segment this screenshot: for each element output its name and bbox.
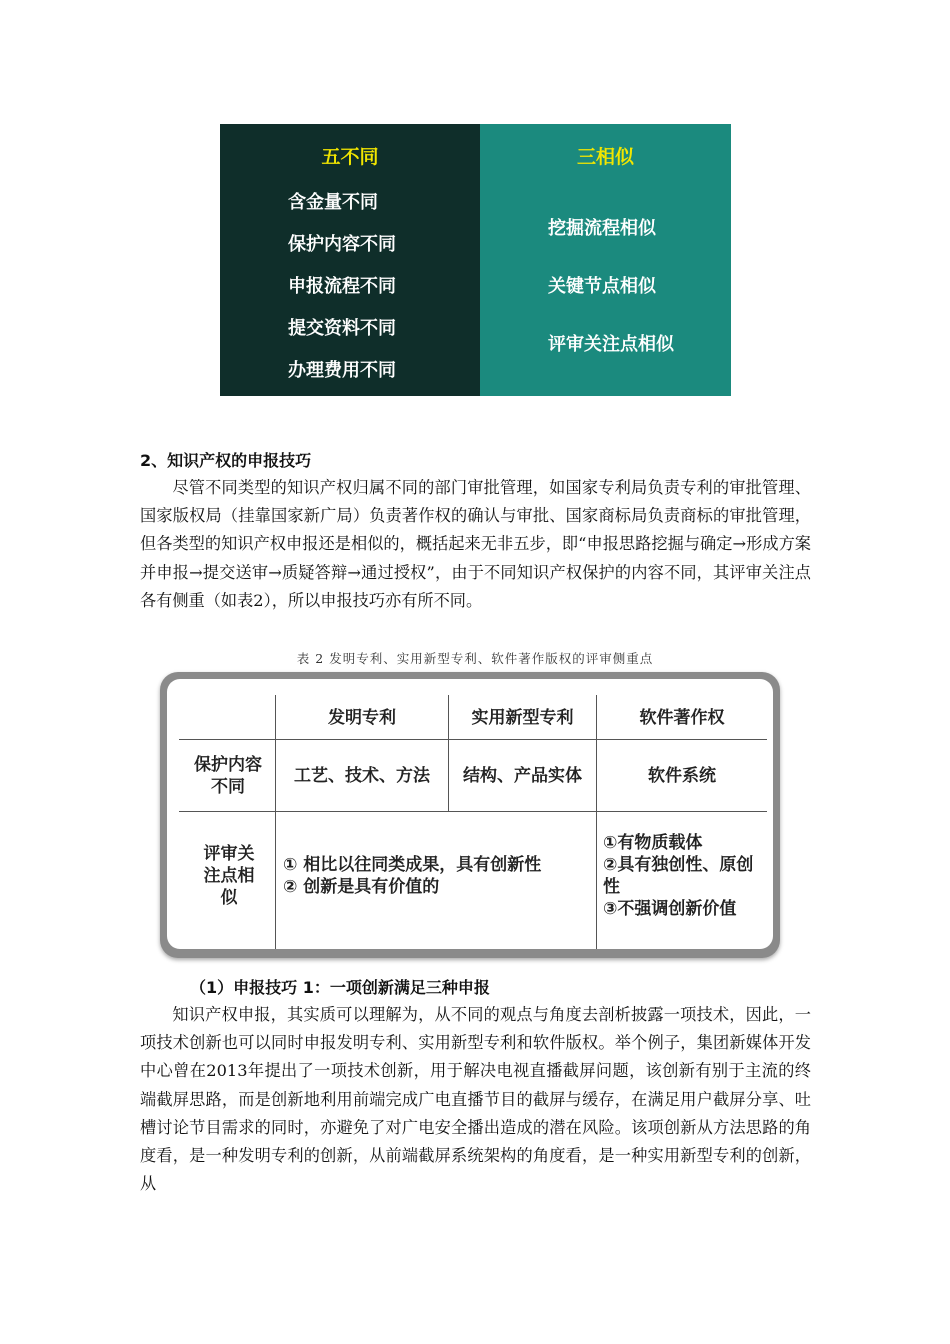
review-point: ③不强调创新价值 [603, 898, 737, 919]
header-invention-patent: 发明专利 [328, 708, 396, 728]
difference-item: 办理费用不同 [288, 360, 396, 381]
table-body [167, 679, 773, 949]
cell-utility-protection: 结构、产品实体 [463, 765, 582, 786]
subsection-heading: （1）申报技巧 1：一项创新满足三种申报 [190, 978, 490, 997]
review-point: ②具有独创性、原创性 [603, 854, 754, 897]
similarity-item: 挖掘流程相似 [548, 218, 656, 239]
review-point: ① 相比以往同类成果，具有创新性 [283, 854, 542, 875]
three-similarities-title: 三相似 [576, 146, 634, 168]
row-label-review-focus: 评审关注点相似 [203, 843, 255, 908]
comparison-banner [220, 124, 731, 396]
review-point: ② 创新是具有价值的 [283, 876, 440, 897]
difference-item: 保护内容不同 [288, 234, 396, 255]
header-software-copyright: 软件著作权 [639, 708, 725, 728]
difference-item: 含金量不同 [288, 192, 378, 213]
review-focus-table [160, 672, 780, 958]
similarity-item: 关键节点相似 [548, 276, 656, 297]
five-differences-title: 五不同 [321, 146, 379, 168]
subsection-paragraph: 知识产权申报，其实质可以理解为，从不同的观点与角度去剖析披露一项技术，因此，一项技术创新也可以同时申报发明专利、实用新型专利和软件版权。举个例子，集团新媒体开发中心曾在2013年提出了一项技术创新，用于解决电视直播截屏问题，该创新有别于主流的终端截屏思路，而是创新地利用前端完成广电直播节目的截屏与缓存，在满足用户截屏分享、吐槽讨论节目需求的同时，亦避免了对广电安全播出造成的潜在风险。该项创新从方法思路的角度看，是一种发明专利的创新，从前端截屏系统架构的角度看，是一种实用新型专利的创新，从 [140, 1005, 811, 1194]
difference-item: 提交资料不同 [288, 318, 396, 339]
difference-item: 申报流程不同 [288, 276, 396, 297]
section-heading: 2、知识产权的申报技巧 [140, 451, 312, 470]
cell-software-review-focus [603, 812, 763, 939]
review-point: ①有物质载体 [603, 832, 703, 853]
row-label-protection: 保护内容不同 [194, 754, 262, 797]
cell-invention-protection: 工艺、技术、方法 [294, 765, 430, 786]
cell-software-protection: 软件系统 [648, 765, 716, 786]
section-paragraph: 尽管不同类型的知识产权归属不同的部门审批管理，如国家专利局负责专利的审批管理、国家版权局（挂靠国家新广局）负责著作权的确认与审批、国家商标局负责商标的审批管理，但各类型的知识产权申报还是相似的，概括起来无非五步，即“申报思路挖掘与确定→形成方案并申报→提交送审→质疑答辩→通过授权”，由于不同知识产权保护的内容不同，其评审关注点各有侧重（如表2），所以申报技巧亦有所不同。 [140, 478, 811, 610]
three-similarities-panel [480, 124, 731, 396]
table-caption: 表 2 发明专利、实用新型专利、软件著作版权的评审侧重点 [296, 651, 654, 666]
cell-patent-review-focus [283, 812, 593, 939]
header-utility-model: 实用新型专利 [471, 708, 574, 728]
five-differences-panel [220, 124, 480, 396]
similarity-item: 评审关注点相似 [548, 334, 674, 355]
